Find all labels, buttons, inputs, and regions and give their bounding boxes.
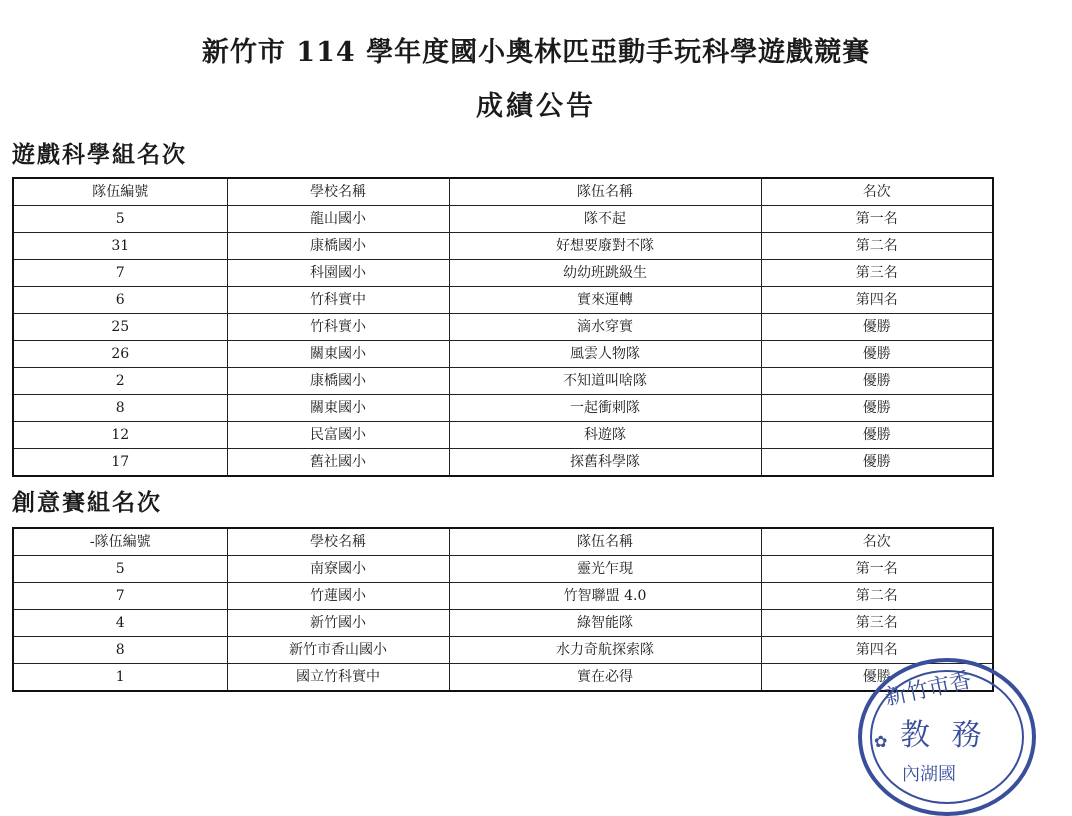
cell-team-number: 7	[13, 260, 227, 287]
cell-team-number: 6	[13, 287, 227, 314]
cell-team-number: 8	[13, 395, 227, 422]
seal-bottom-text: 內湖國	[902, 764, 956, 785]
official-seal-stamp	[858, 658, 1036, 816]
cell-rank: 優勝	[761, 314, 993, 341]
cell-team-number: 26	[13, 341, 227, 368]
cell-team-name: 綠智能隊	[449, 610, 761, 637]
header-school-name: 學校名稱	[227, 178, 449, 206]
table-row	[13, 395, 993, 422]
section-title-creativity: 創意賽組名次	[12, 489, 162, 516]
cell-team-name: 好想要廢對不隊	[449, 233, 761, 260]
seal-top-text: 新竹市香	[882, 668, 975, 711]
table-row	[13, 287, 993, 314]
cell-school-name: 竹蓮國小	[227, 583, 449, 610]
cell-school-name: 竹科實小	[227, 314, 449, 341]
table-row	[13, 260, 993, 287]
cell-rank: 第三名	[761, 260, 993, 287]
cell-rank: 第一名	[761, 206, 993, 233]
cell-team-name: 不知道叫啥隊	[449, 368, 761, 395]
cell-team-name: 實來運轉	[449, 287, 761, 314]
cell-rank: 第四名	[761, 637, 993, 664]
cell-team-number: 2	[13, 368, 227, 395]
results-table-game-science	[12, 177, 994, 477]
cell-school-name: 新竹市香山國小	[227, 637, 449, 664]
cell-team-name: 竹智聯盟 4.0	[449, 583, 761, 610]
table-row	[13, 556, 993, 583]
cell-school-name: 康橋國小	[227, 233, 449, 260]
table-row	[13, 341, 993, 368]
cell-team-number: 8	[13, 637, 227, 664]
header-team-number: 隊伍編號	[13, 178, 227, 206]
cell-team-number: 31	[13, 233, 227, 260]
header-team-number: -隊伍編號	[13, 528, 227, 556]
cell-school-name: 康橋國小	[227, 368, 449, 395]
cell-school-name: 舊社國小	[227, 449, 449, 477]
cell-team-number: 12	[13, 422, 227, 449]
cell-team-number: 7	[13, 583, 227, 610]
cell-rank: 優勝	[761, 368, 993, 395]
cell-team-name: 一起衝刺隊	[449, 395, 761, 422]
cell-school-name: 關東國小	[227, 395, 449, 422]
cell-team-name: 科遊隊	[449, 422, 761, 449]
table-row	[13, 314, 993, 341]
table-row	[13, 449, 993, 477]
cell-school-name: 民富國小	[227, 422, 449, 449]
table-row	[13, 583, 993, 610]
cell-school-name: 龍山國小	[227, 206, 449, 233]
cell-team-number: 17	[13, 449, 227, 477]
cell-rank: 第一名	[761, 556, 993, 583]
cell-school-name: 國立竹科實中	[227, 664, 449, 692]
cell-team-name: 水力奇航探索隊	[449, 637, 761, 664]
cell-rank: 優勝	[761, 664, 993, 692]
cell-team-name: 滴水穿實	[449, 314, 761, 341]
cell-rank: 優勝	[761, 341, 993, 368]
table-row	[13, 664, 993, 692]
header-rank: 名次	[761, 528, 993, 556]
table-row	[13, 637, 993, 664]
cell-team-number: 1	[13, 664, 227, 692]
page-title: 新竹市 114 學年度國小奧林匹亞動手玩科學遊戲競賽	[201, 37, 871, 68]
cell-school-name: 竹科實中	[227, 287, 449, 314]
table-header-row	[13, 528, 993, 556]
cell-rank: 第三名	[761, 610, 993, 637]
cell-team-name: 風雲人物隊	[449, 341, 761, 368]
header-team-name: 隊伍名稱	[449, 178, 761, 206]
cell-team-number: 5	[13, 556, 227, 583]
cell-rank: 優勝	[761, 395, 993, 422]
cell-rank: 優勝	[761, 422, 993, 449]
cell-school-name: 關東國小	[227, 341, 449, 368]
cell-rank: 第四名	[761, 287, 993, 314]
table-row	[13, 610, 993, 637]
section-title-game-science: 遊戲科學組名次	[12, 141, 187, 168]
cell-team-number: 4	[13, 610, 227, 637]
cell-rank: 第二名	[761, 233, 993, 260]
page-subtitle: 成績公告	[476, 91, 596, 122]
cell-rank: 第二名	[761, 583, 993, 610]
seal-ornament-icon: ✿	[874, 732, 888, 751]
cell-team-name: 靈光乍現	[449, 556, 761, 583]
cell-team-name: 實在必得	[449, 664, 761, 692]
cell-team-name: 隊不起	[449, 206, 761, 233]
seal-middle-text: 教 務	[900, 718, 988, 753]
table-header-row	[13, 178, 993, 206]
cell-team-name: 探舊科學隊	[449, 449, 761, 477]
cell-school-name: 南寮國小	[227, 556, 449, 583]
table-row	[13, 368, 993, 395]
cell-team-number: 25	[13, 314, 227, 341]
cell-team-number: 5	[13, 206, 227, 233]
table-row	[13, 206, 993, 233]
header-rank: 名次	[761, 178, 993, 206]
cell-school-name: 新竹國小	[227, 610, 449, 637]
cell-rank: 優勝	[761, 449, 993, 477]
header-team-name: 隊伍名稱	[449, 528, 761, 556]
cell-school-name: 科園國小	[227, 260, 449, 287]
table-row	[13, 233, 993, 260]
results-table-creativity	[12, 527, 994, 692]
header-school-name: 學校名稱	[227, 528, 449, 556]
cell-team-name: 幼幼班跳級生	[449, 260, 761, 287]
table-row	[13, 422, 993, 449]
